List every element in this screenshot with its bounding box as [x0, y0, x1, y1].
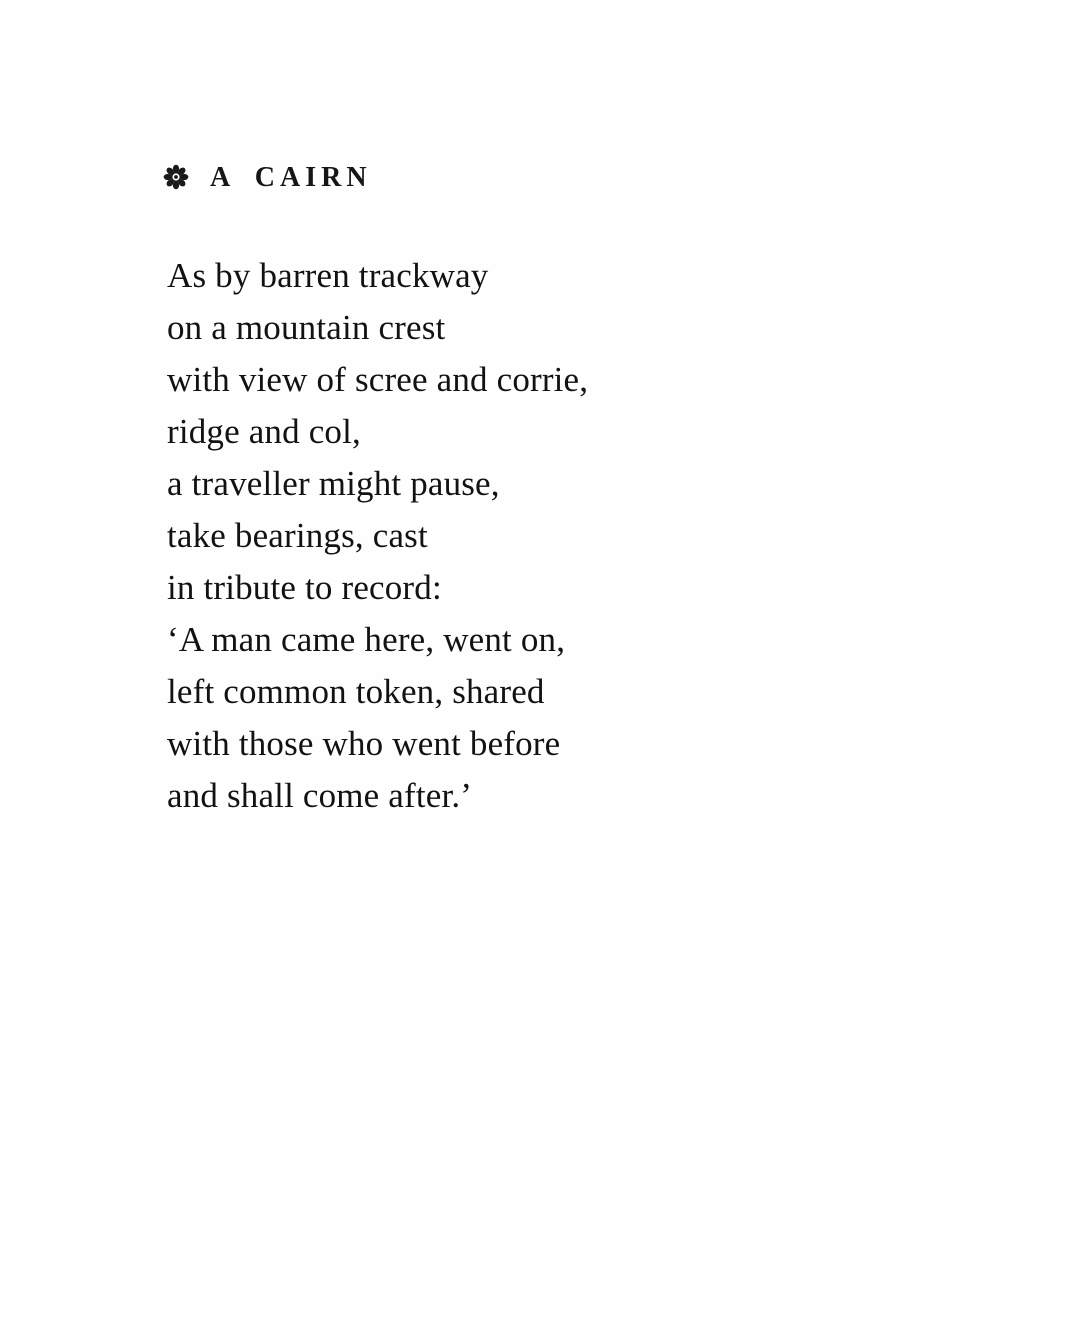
poem-line: in tribute to record:	[167, 568, 442, 607]
florette-icon	[163, 164, 189, 190]
poem-line: ridge and col,	[167, 412, 361, 451]
poem-line: and shall come after.’	[167, 776, 473, 815]
poem-line: As by barren trackway	[167, 256, 489, 295]
poem-line: ‘A man came here, went on,	[167, 620, 566, 659]
poem-line: a traveller might pause,	[167, 464, 500, 503]
poem-line: take bearings, cast	[167, 516, 428, 555]
poem-line: with those who went before	[167, 724, 561, 763]
poem-body	[167, 250, 727, 822]
poem-line: on a mountain crest	[167, 308, 446, 347]
poem-line: left common token, shared	[167, 672, 545, 711]
poem-line: with view of scree and corrie,	[167, 360, 589, 399]
poem-header	[163, 162, 372, 192]
poem-title: A CAIRN	[210, 162, 372, 193]
